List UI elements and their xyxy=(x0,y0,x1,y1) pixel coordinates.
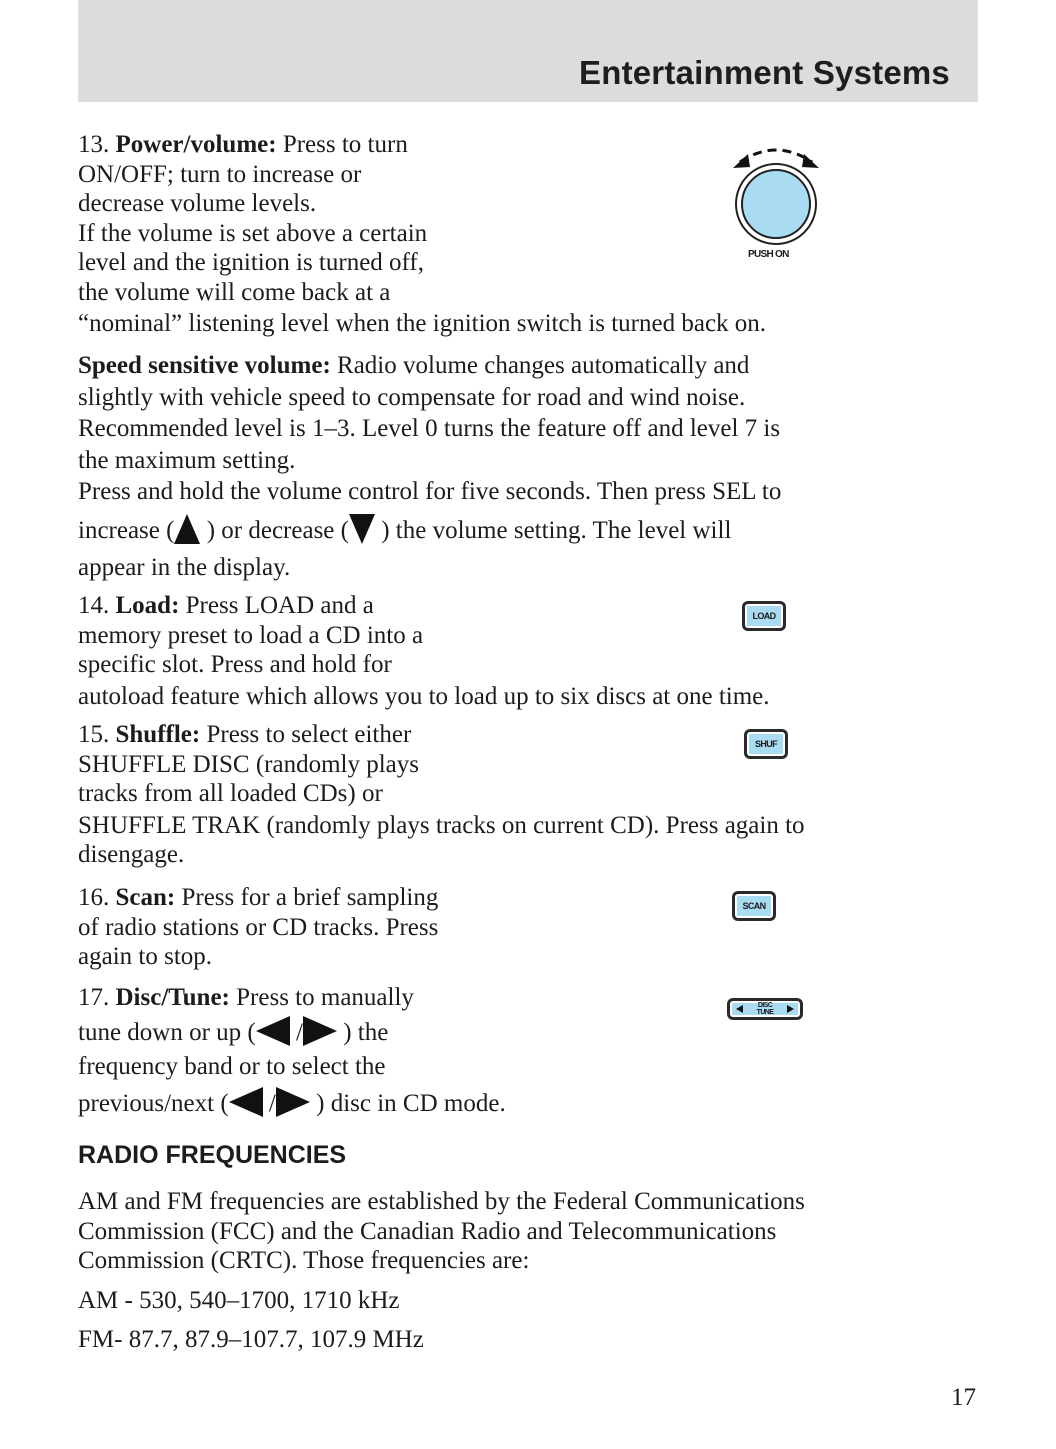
tune-down-arrow-icon xyxy=(256,1016,290,1046)
radio-frequencies-text: AM and FM frequencies are established by the Federal Communications Commission (FCC) and the Canadian Radio and Telecommunications Commission (CRTC). Those frequencies are: AM - 530, 540–1700, 1710 kHz FM- 87.7, 87.9–107.7, 107.9 MHz xyxy=(78,1188,805,1353)
page-number: 17 xyxy=(951,1384,976,1411)
disc-tune-button-icon xyxy=(728,999,802,1019)
next-disc-arrow-icon xyxy=(276,1087,310,1117)
speed-sensitive-volume: Speed sensitive volume: Radio volume changes automatically and slightly with vehicle speed to compensate for road and wind noise. Recommended level is 1–3. Level 0 turns the feature off and level 7 is the maximum setting. Press and hold the volume control for five seconds. Then press SEL to increase ( ) or decrease ( ) the volume setting. The level will appear in the display. xyxy=(78,352,782,581)
item-16-scan: 16. Scan: Press for a brief sampling of radio stations or CD tracks. Press again to stop. xyxy=(78,884,439,970)
power-volume-knob-icon xyxy=(724,140,828,248)
push-on-label: PUSH ON xyxy=(748,249,789,260)
item-13-power-volume: 13. Power/volume: Press to turn ON/OFF; turn to increase or decrease volume levels. If the volume is set above a certain level and the ignition is turned off, the volume will come back at a “nominal” listening level when the ignition switch is turned back on. xyxy=(78,131,767,337)
disc-tune-label: DISC TUNE xyxy=(756,1002,774,1016)
item-15-shuffle: 15. Shuffle: Press to select either SHUFFLE DISC (randomly plays tracks from all loaded CDs) or SHUFFLE TRAK (randomly plays tracks on current CD). Press again to disengage. xyxy=(78,721,805,868)
am-frequencies: AM - 530, 540–1700, 1710 kHz xyxy=(78,1286,400,1314)
disc-tune-left-arrow-icon xyxy=(736,1005,743,1013)
scan-button-icon: SCAN xyxy=(733,892,775,920)
shuffle-button-icon: SHUF xyxy=(745,730,787,758)
increase-arrow-icon xyxy=(174,514,200,544)
fm-frequencies: FM- 87.7, 87.9–107.7, 107.9 MHz xyxy=(78,1326,424,1353)
load-button-icon: LOAD xyxy=(743,602,785,630)
previous-disc-arrow-icon xyxy=(229,1087,263,1117)
page-title: Entertainment Systems xyxy=(579,54,950,91)
tune-up-arrow-icon xyxy=(303,1016,337,1046)
section-heading-radio-frequencies: RADIO FREQUENCIES xyxy=(78,1141,347,1169)
disc-tune-right-arrow-icon xyxy=(787,1005,794,1013)
item-17-disc-tune: 17. Disc/Tune: Press to manually tune down or up ( / ) the frequency band or to select the previous/next ( / ) disc in CD mode. xyxy=(78,984,506,1117)
decrease-arrow-icon xyxy=(349,514,375,544)
item-14-load: 14. Load: Press LOAD and a memory preset to load a CD into a specific slot. Press and hold for autoload feature which allows you to load up to six discs at one time. xyxy=(78,592,770,710)
header-band xyxy=(78,0,978,102)
